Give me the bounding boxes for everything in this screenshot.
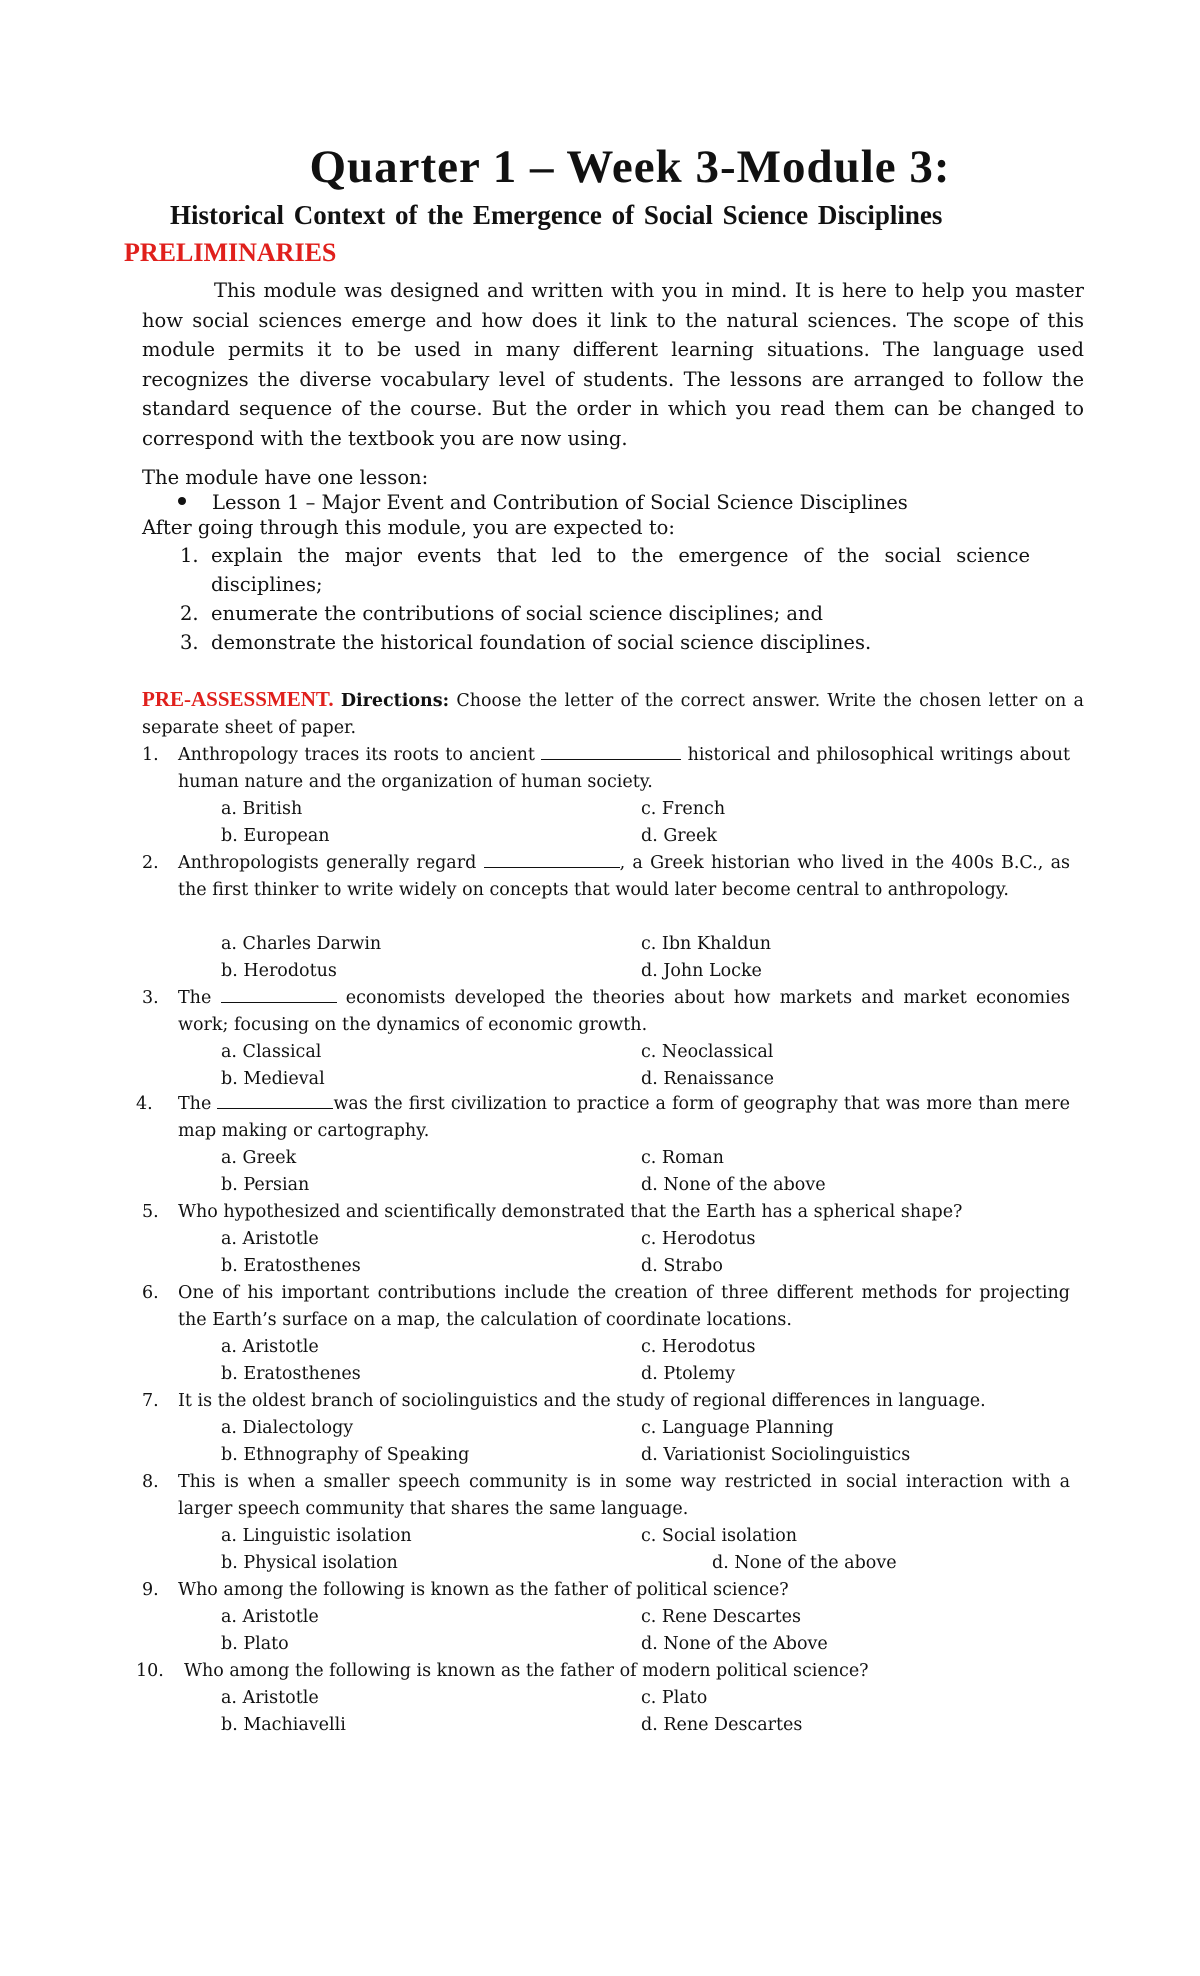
option: d. None of the Above	[641, 1634, 828, 1654]
option: d. Strabo	[641, 1256, 723, 1276]
option: b. Plato	[221, 1634, 289, 1654]
lesson-item: Lesson 1 – Major Event and Contribution of Social Science Disciplines	[212, 491, 908, 514]
option: d. Renaissance	[641, 1069, 774, 1089]
answer-blank	[221, 986, 337, 1003]
option: a. Aristotle	[221, 1337, 319, 1357]
question-8: 8. This is when a smaller speech community is in some way restricted in social interaction with a larger speech community that shares the same language.	[142, 1472, 1070, 1519]
option: b. Medieval	[221, 1069, 325, 1089]
option: c. Ibn Khaldun	[641, 934, 771, 954]
option: c. Social isolation	[641, 1526, 798, 1546]
answer-blank	[217, 1092, 333, 1109]
option: c. French	[641, 799, 726, 819]
option: a. Linguistic isolation	[221, 1526, 412, 1546]
option: a. Greek	[221, 1148, 297, 1168]
option: a. Classical	[221, 1042, 322, 1062]
preliminaries-paragraph: This module was designed and written with you in mind. It is here to help you master how social sciences emerge and how does it link to the natural sciences. The scope of this module permits it to be used in many different learning situations. The language used recognizes the diverse vocabulary level of students. The lessons are arranged to follow the standard sequence of the course. But the order in which you read them can be changed to correspond with the textbook you are now using.	[142, 279, 1084, 450]
option: a. Aristotle	[221, 1607, 319, 1627]
question-3: 3. The economists developed the theories about how markets and market economies work; focusing on the dynamics of economic growth.	[142, 988, 1070, 1035]
objective-item: 3. demonstrate the historical foundation of social science disciplines.	[180, 631, 872, 654]
option: b. Physical isolation	[221, 1553, 398, 1573]
question-10: 10. Who among the following is known as the father of modern political science?	[136, 1661, 869, 1681]
option: c. Plato	[641, 1688, 708, 1708]
option: a. Aristotle	[221, 1688, 319, 1708]
lesson-intro: The module have one lesson:	[142, 466, 429, 489]
objective-item: 2. enumerate the contributions of social science disciplines; and	[180, 602, 824, 625]
option: d. Variationist Sociolinguistics	[641, 1445, 911, 1465]
option: a. British	[221, 799, 303, 819]
question-2: 2. Anthropologists generally regard , a Greek historian who lived in the 400s B.C., as the first thinker to write widely on concepts that would later become central to anthropology.	[142, 853, 1070, 900]
question-5: 5. Who hypothesized and scientifically demonstrated that the Earth has a spherical shape?	[142, 1202, 963, 1222]
answer-blank	[484, 851, 620, 868]
question-1: 1. Anthropology traces its roots to ancient historical and philosophical writings about human nature and the organization of human society.	[142, 745, 1070, 792]
question-9: 9. Who among the following is known as the father of political science?	[142, 1580, 789, 1600]
option: b. Machiavelli	[221, 1715, 346, 1735]
question-7: 7. It is the oldest branch of sociolinguistics and the study of regional differences in language.	[142, 1391, 986, 1411]
module-subtitle: Historical Context of the Emergence of Social Science Disciplines	[170, 200, 943, 230]
option: a. Aristotle	[221, 1229, 319, 1249]
directions-label: Directions:	[340, 691, 450, 711]
option: d. None of the above	[641, 1175, 826, 1195]
directions-text: Choose the letter of the correct answer. Write the chosen letter on a separate sheet of paper.	[142, 691, 1084, 738]
module-title: Quarter 1 – Week 3-Module 3:	[309, 141, 951, 193]
option: c. Herodotus	[641, 1337, 756, 1357]
expected-intro: After going through this module, you are expected to:	[142, 516, 675, 539]
answer-blank	[541, 743, 681, 760]
option: b. Persian	[221, 1175, 310, 1195]
option: c. Rene Descartes	[641, 1607, 801, 1627]
preliminaries-heading: PRELIMINARIES	[124, 238, 337, 267]
option: b. Herodotus	[221, 961, 337, 981]
question-6: 6. One of his important contributions include the creation of three different methods for projecting the Earth’s surface on a map, the calculation of coordinate locations.	[142, 1283, 1070, 1330]
pre-assessment-header	[142, 686, 1084, 742]
option: b. European	[221, 826, 330, 846]
bullet-icon	[178, 497, 186, 505]
option: c. Language Planning	[641, 1418, 834, 1438]
option: d. John Locke	[641, 961, 762, 981]
pre-assessment-label: PRE-ASSESSMENT.	[142, 687, 334, 711]
option: b. Eratosthenes	[221, 1364, 361, 1384]
option: a. Charles Darwin	[221, 934, 382, 954]
option: c. Herodotus	[641, 1229, 756, 1249]
option: a. Dialectology	[221, 1418, 354, 1438]
option: b. Ethnography of Speaking	[221, 1445, 470, 1465]
option: d. Ptolemy	[641, 1364, 736, 1384]
objectives-list	[180, 541, 1030, 657]
option: b. Eratosthenes	[221, 1256, 361, 1276]
option: d. Rene Descartes	[641, 1715, 803, 1735]
option: d. Greek	[641, 826, 717, 846]
question-4: 4. The was the first civilization to practice a form of geography that was more than mere map making or cartography.	[136, 1094, 1070, 1141]
objective-item: 1. explain the major events that led to the emergence of the social science disciplines;	[180, 544, 1030, 596]
option: c. Neoclassical	[641, 1042, 774, 1062]
option: c. Roman	[641, 1148, 724, 1168]
option: d. None of the above	[712, 1553, 897, 1573]
